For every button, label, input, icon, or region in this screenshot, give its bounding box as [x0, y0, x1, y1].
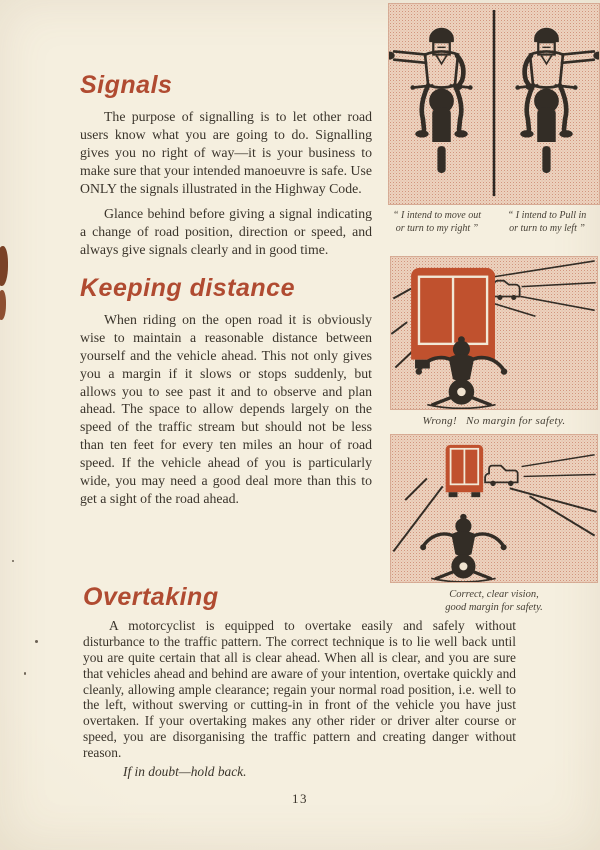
hand-signals-captions [384, 209, 600, 235]
page-number: 13 [292, 791, 308, 806]
good-margin-illustration [391, 435, 597, 582]
left-text-column [80, 72, 372, 515]
road-edge-lines [391, 289, 412, 368]
caption-line: “ I intend to move out [392, 210, 482, 221]
approaching-car [494, 281, 520, 300]
road-edge-lines [393, 478, 596, 551]
overtaking-paragraph: A motorcyclist is equipped to overtake easily and safely without disturbance to the traffic pattern. The correct technique is to lie well back until you are quite certain that all is clear ahead. When all is clear, and you are sure that vehicles ahead and behind are aware of your intention, overtake quickly and cleanly, allowing ample clearance; regain your normal road position, i.e. well to the left, without swerving or cutting-in in front of the vehicle you have just overtaken. If your overtaking makes any other rider or driver alter course or speed, you are disorganising the traffic pattern and creating danger without reason. [83, 618, 516, 760]
rider-signalling-right [389, 28, 473, 173]
paper-speck [12, 560, 14, 562]
signals-paragraph-2: Glance behind before giving a signal indicating a change of road position, direction or speed, and always give signals clearly and in good time. [80, 205, 372, 257]
paper-tear-mark [0, 290, 6, 320]
van-rear [411, 268, 495, 369]
paper-speck [35, 640, 38, 643]
overtaking-car [485, 466, 518, 487]
no-margin-figure [390, 256, 598, 410]
speed-lines [490, 261, 596, 316]
section-heading-signals: Signals [80, 71, 173, 99]
motorcyclist-silhouette [420, 514, 507, 582]
section-heading-keeping-distance: Keeping distance [80, 273, 295, 302]
signals-paragraph-1: The purpose of signalling is to let other road users know what you are going to do. Signalling gives you no right of way—it is your business to make sure that your intended manoeuvre is safe. Use ONLY the signals illustrated in the Highway Code. [80, 109, 372, 196]
caption-move-out [384, 209, 490, 235]
keeping-distance-paragraph: When riding on the open road it is obviously wise to maintain a reasonable distance between yourself and the vehicle ahead. This not only gives you a margin if it slows or stops suddenly, but allows you to see past it and to observe and plan ahead. The space to allow depends largely on the speed of the traffic stream but should not be less than ten feet for every ten miles an hour of road speed. If the vehicle ahead of you is particularly wide, you may need a good deal more than this to get a sight of the road ahead. [80, 311, 372, 507]
overtaking-section [83, 584, 516, 780]
van-rear-small [446, 445, 483, 497]
speed-lines [522, 455, 596, 477]
overtaking-note: If in doubt—hold back. [123, 763, 247, 779]
caption-line: or turn to my right ” [395, 223, 479, 234]
caption-line: Correct, clear vision, [449, 589, 539, 600]
no-margin-illustration [391, 257, 597, 409]
caption-line: “ I intend to Pull in [507, 210, 587, 221]
hand-signals-figure [388, 3, 600, 205]
hand-signals-illustration [389, 4, 599, 204]
good-margin-figure [390, 434, 598, 583]
caption-pull-in [494, 209, 600, 235]
section-heading-overtaking: Overtaking [83, 583, 219, 611]
caption-line: good margin for safety. [445, 602, 543, 614]
paper-speck [24, 672, 26, 675]
caption-line: or turn to my left ” [509, 223, 585, 234]
rider-signalling-left [515, 28, 599, 173]
paper-tear-mark [0, 246, 8, 286]
no-margin-caption: Wrong! No margin for safety. [422, 415, 566, 427]
